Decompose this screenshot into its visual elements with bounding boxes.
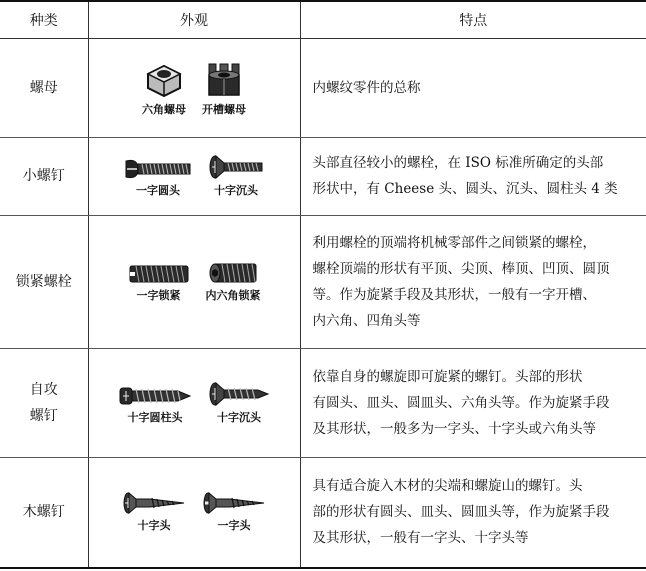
hex-nut-pic (142, 63, 186, 117)
feature-cell (300, 137, 646, 215)
header-feature: 特点 (300, 1, 646, 38)
feature-cell (300, 215, 646, 348)
castle-nut-pic (202, 59, 246, 117)
feature-line: 依靠自身的螺旋即可旋紧的螺钉。头部的形状 (312, 368, 583, 385)
feature-line: 内螺纹零件的总称 (312, 79, 421, 96)
table-row (0, 348, 646, 457)
pic-caption: 开槽螺母 (202, 102, 246, 116)
slotted-wood-screw-pic (202, 491, 266, 533)
feature-line: 头部直径较小的螺栓，在 ISO 标准所确定的头部 (312, 155, 604, 171)
feature-line: 具有适合旋入木材的尖端和螺旋山的螺钉。头 (312, 478, 583, 495)
phillips-countersunk-screw-pic (208, 154, 264, 198)
feature-line: 内六角、四角头等 (312, 312, 421, 329)
slotted-set-screw-icon (128, 263, 190, 285)
slotted-wood-screw-icon (202, 491, 266, 515)
appearance-cell (88, 457, 300, 568)
table-row (0, 215, 646, 348)
pic-caption: 十字沉头 (217, 410, 261, 424)
table-row (0, 137, 646, 215)
pic-caption: 一字锁紧 (136, 288, 181, 302)
feature-line: 形状中，有 Cheese 头、圆头、沉头、圆柱头 4 类 (312, 181, 618, 197)
kind-label: 锁紧螺栓 (15, 273, 72, 290)
phillips-pan-head-tapping-screw-icon (118, 385, 192, 407)
feature-cell (300, 38, 646, 137)
kind-label-line: 螺钉 (29, 407, 58, 424)
phillips-countersunk-tapping-screw-icon (208, 381, 270, 407)
slotted-round-head-screw-icon (124, 158, 192, 180)
feature-line: 部的形状有圆头、皿头、圆皿头等，作为旋紧手段 (312, 504, 610, 521)
feature-cell (300, 348, 646, 457)
phillips-countersunk-tapping-screw-pic (208, 381, 270, 425)
feature-line: 有圆头、皿头、圆皿头、六角头等。作为旋紧手段 (312, 394, 610, 411)
hex-socket-set-screw-pic (206, 261, 261, 303)
pic-caption: 内六角锁紧 (205, 288, 261, 302)
pic-caption: 十字圆柱头 (127, 410, 183, 424)
phillips-countersunk-screw-icon (208, 154, 264, 180)
pic-caption: 一字圆头 (136, 184, 180, 197)
kind-cell (0, 457, 88, 568)
feature-cell (300, 457, 646, 568)
phillips-pan-head-tapping-screw-pic (118, 385, 192, 425)
pic-caption: 一字头 (217, 519, 251, 533)
header-kind: 种类 (0, 1, 88, 38)
pic-caption: 六角螺母 (142, 102, 186, 116)
hex-nut-icon (144, 63, 184, 99)
phillips-wood-screw-pic (122, 491, 186, 533)
kind-cell (0, 215, 88, 348)
appearance-cell (88, 215, 300, 348)
slotted-set-screw-pic (128, 263, 190, 303)
kind-cell (0, 137, 88, 215)
feature-line: 螺栓顶端的形状有平顶、尖顶、棒顶、凹顶、圆顶 (312, 260, 610, 277)
appearance-cell (88, 137, 300, 215)
slotted-round-head-screw-pic (124, 158, 192, 198)
kind-cell (0, 348, 88, 457)
phillips-wood-screw-icon (122, 491, 186, 515)
pic-caption: 十字头 (137, 519, 171, 533)
feature-line: 利用螺栓的顶端将机械零部件之间锁紧的螺栓， (312, 234, 596, 251)
table-row (0, 38, 646, 137)
table-row (0, 457, 646, 568)
hex-socket-set-screw-icon (208, 261, 258, 285)
kind-cell (0, 38, 88, 137)
kind-label: 螺母 (29, 79, 58, 96)
feature-line: 及其形状，一般有一字头、十字头等 (312, 530, 529, 547)
castle-nut-icon (204, 59, 244, 99)
feature-line: 等。作为旋紧手段及其形状，一般有一字开槽、 (312, 286, 596, 303)
pic-caption: 十字沉头 (214, 184, 258, 197)
feature-line: 及其形状，一般多为一字头、十字头或六角头等 (312, 420, 596, 437)
kind-label-line: 自攻 (29, 381, 58, 398)
kind-label: 木螺钉 (22, 504, 65, 521)
appearance-cell (88, 348, 300, 457)
header-row (0, 1, 646, 38)
header-appearance: 外观 (88, 1, 300, 38)
kind-label: 小螺钉 (22, 168, 65, 184)
appearance-cell (88, 38, 300, 137)
